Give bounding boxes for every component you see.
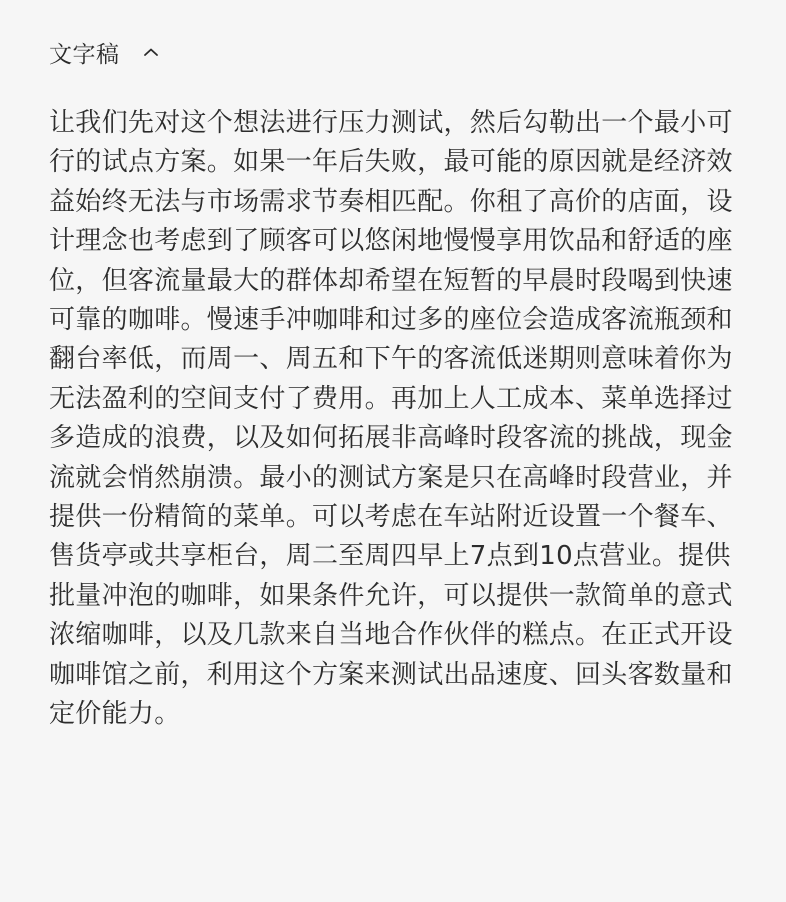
transcript-panel: [49, 30, 739, 735]
transcript-text: 让我们先对这个想法进行压力测试，然后勾勒出一个最小可行的试点方案。如果一年后失败，最可能的原因就是经济效益始终无法与市场需求节奏相匹配。你租了高价的店面，设计理念也考虑到了顾客可以悠闲地慢慢享用饮品和舒适的座位，但客流量最大的群体却希望在短暂的早晨时段喝到快速可靠的咖啡。慢速手冲咖啡和过多的座位会造成客流瓶颈和翻台率低，而周一、周五和下午的客流低迷期则意味着你为无法盈利的空间支付了费用。再加上人工成本、菜单选择过多造成的浪费，以及如何拓展非高峰时段客流的挑战，现金流就会悄然崩溃。最小的测试方案是只在高峰时段营业，并提供一份精简的菜单。可以考虑在车站附近设置一个餐车、售货亭或共享柜台，周二至周四早上7点到10点营业。提供批量冲泡的咖啡，如果条件允许，可以提供一款简单的意式浓缩咖啡，以及几款来自当地合作伙伴的糕点。在正式开设咖啡馆之前，利用这个方案来测试出品速度、回头客数量和定价能力。: [49, 108, 733, 730]
chevron-up-icon[interactable]: [138, 39, 164, 65]
transcript-header[interactable]: [49, 30, 739, 74]
transcript-title: 文字稿: [49, 41, 120, 68]
